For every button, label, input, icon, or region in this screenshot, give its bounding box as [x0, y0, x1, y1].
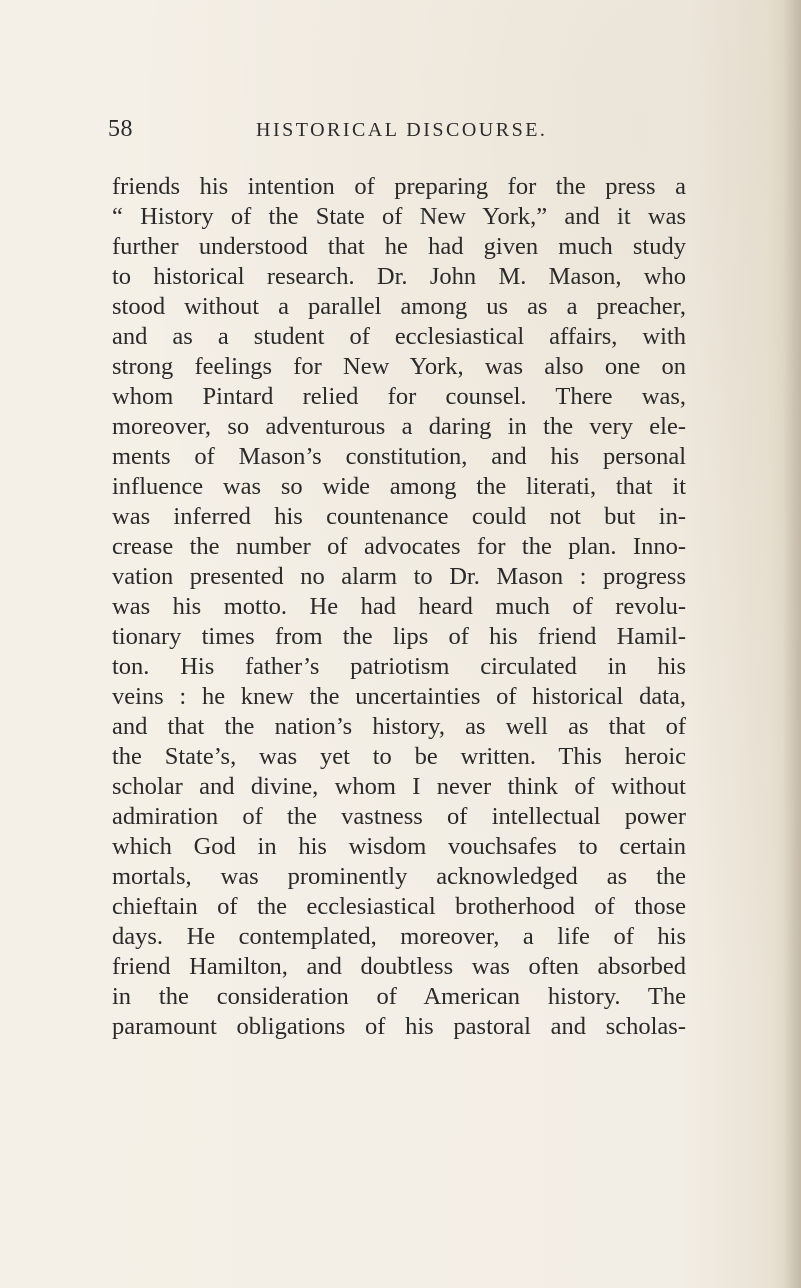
text-line: tionary times from the lips of his friend Hamil- — [112, 623, 686, 650]
page-number: 58 — [108, 116, 133, 142]
text-line: whom Pintard relied for counsel. There was, — [112, 383, 686, 410]
page-edge-shadow — [783, 0, 801, 1288]
text-line: crease the number of advocates for the plan. Inno- — [112, 533, 686, 560]
text-line: scholar and divine, whom I never think of without — [112, 773, 686, 800]
text-line: in the consideration of American history. The — [112, 983, 686, 1010]
text-line: moreover, so adventurous a daring in the very ele- — [112, 413, 686, 440]
text-line: friends his intention of preparing for the press a — [112, 173, 686, 200]
text-line: and that the nation’s history, as well as that of — [112, 713, 686, 740]
text-line: days. He contemplated, moreover, a life of his — [112, 923, 686, 950]
text-line: ments of Mason’s constitution, and his personal — [112, 443, 686, 470]
text-line: “ History of the State of New York,” and it was — [112, 203, 686, 230]
text-line: was inferred his countenance could not but in- — [112, 503, 686, 530]
text-line: chieftain of the ecclesiastical brotherhood of those — [112, 893, 686, 920]
text-line: paramount obligations of his pastoral and scholas- — [112, 1013, 686, 1040]
text-line: stood without a parallel among us as a preacher, — [112, 293, 686, 320]
text-line: admiration of the vastness of intellectual power — [112, 803, 686, 830]
running-head — [108, 116, 708, 146]
body-text — [112, 172, 686, 1042]
text-line: and as a student of ecclesiastical affairs, with — [112, 323, 686, 350]
text-line: strong feelings for New York, was also one on — [112, 353, 686, 380]
text-line: the State’s, was yet to be written. This heroic — [112, 743, 686, 770]
text-line: was his motto. He had heard much of revolu- — [112, 593, 686, 620]
text-line: further understood that he had given much study — [112, 233, 686, 260]
text-line: influence was so wide among the literati, that it — [112, 473, 686, 500]
text-line: mortals, was prominently acknowledged as the — [112, 863, 686, 890]
text-line: friend Hamilton, and doubtless was often absorbed — [112, 953, 686, 980]
text-line: which God in his wisdom vouchsafes to certain — [112, 833, 686, 860]
text-line: vation presented no alarm to Dr. Mason : progress — [112, 563, 686, 590]
text-line: ton. His father’s patriotism circulated in his — [112, 653, 686, 680]
running-title: HISTORICAL DISCOURSE. — [256, 119, 548, 141]
text-line: to historical research. Dr. John M. Mason, who — [112, 263, 686, 290]
text-line: veins : he knew the uncertainties of historical data, — [112, 683, 686, 710]
